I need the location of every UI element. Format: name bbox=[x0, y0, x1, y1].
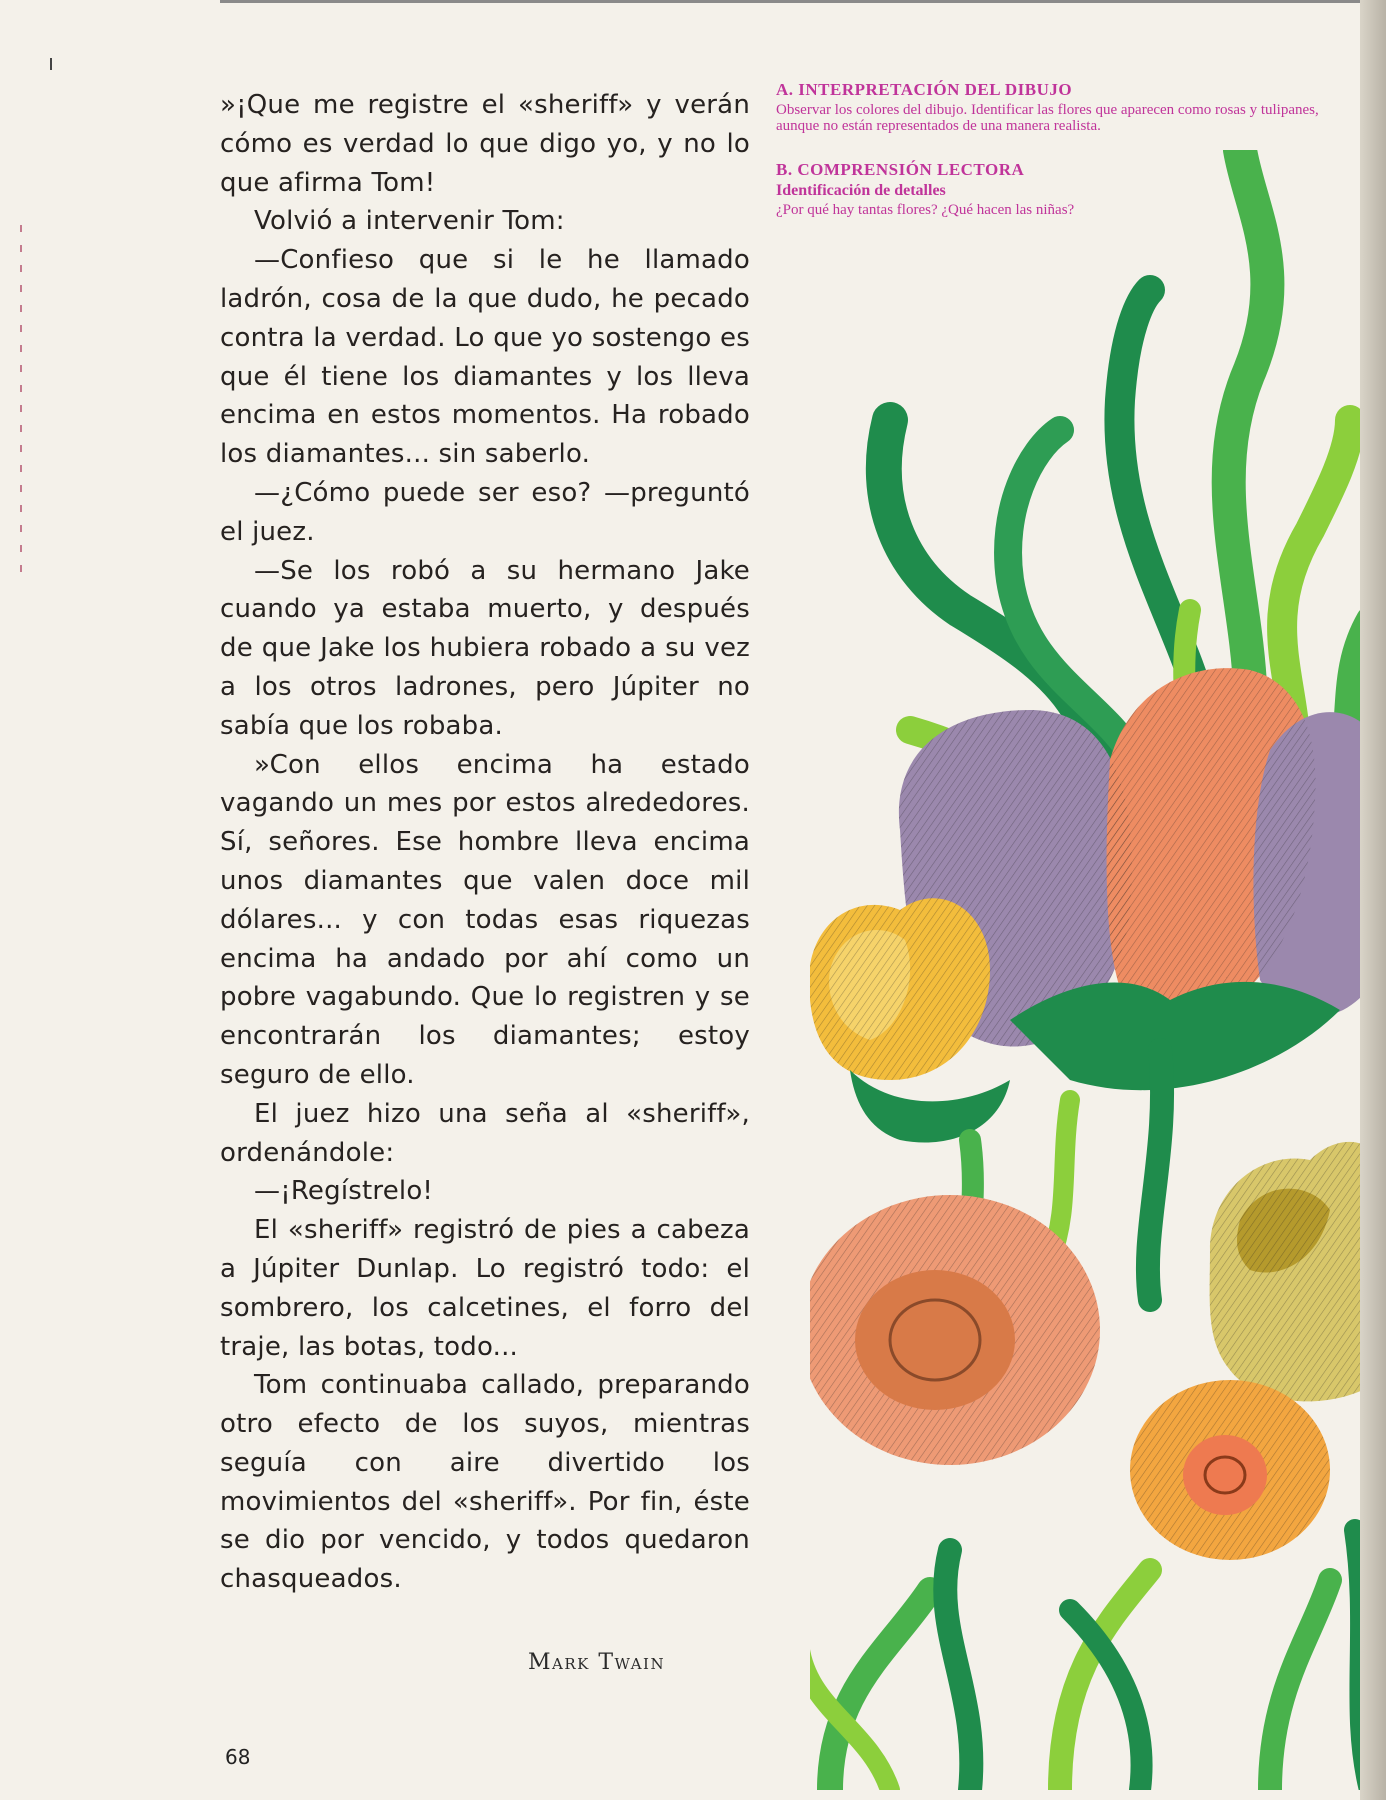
story-text bbox=[220, 86, 750, 1599]
paragraph: Tom continuaba callado, preparando otro efecto de los suyos, mientras seguía con aire divertido los movimientos del «sheriff». Por fin, éste se dio por vencido, y todos quedaron chasqueados. bbox=[220, 1370, 750, 1595]
flower-illustration bbox=[810, 150, 1380, 1790]
section-a-heading: A. INTERPRETACIÓN DEL DIBUJO bbox=[776, 80, 1073, 99]
paragraph: —Se los robó a su hermano Jake cuando ya estaba muerto, y después de que Jake los hubiera robado a su vez a los otros ladrones, pero Júpiter no sabía que los robaba. bbox=[220, 555, 750, 741]
orange-flower-small bbox=[1130, 1380, 1330, 1560]
margin-tick bbox=[50, 58, 52, 70]
section-b-text: ¿Por qué hay tantas flores? ¿Qué hacen las niñas? bbox=[776, 202, 1075, 218]
section-b-heading: B. COMPRENSIÓN LECTORA bbox=[776, 160, 1025, 179]
paragraph: —Confieso que si le he llamado ladrón, cosa de la que dudo, he pecado contra la verdad. Lo que yo sostengo es que él tiene los diamantes y los lleva encima en estos momentos. Ha robado los diamantes... sin saberlo. bbox=[220, 245, 750, 470]
paragraph: Volvió a intervenir Tom: bbox=[254, 206, 565, 237]
bottom-leaves bbox=[810, 1530, 1370, 1790]
paragraph: »Con ellos encima ha estado vagando un mes por estos alrededores. Sí, señores. Ese hombre lleva encima unos diamantes que valen doce mil dólares... y con todas esas riquezas encima ha andado por ahí como un pobre vagabundo. Que lo registren y se encontrarán los diamantes; estoy seguro de ello. bbox=[220, 749, 750, 1090]
orange-flower-large bbox=[810, 1195, 1100, 1465]
page-edge bbox=[1360, 0, 1386, 1800]
section-a bbox=[776, 80, 1341, 134]
page-number: 68 bbox=[225, 1745, 251, 1769]
section-a-text: Observar los colores del dibujo. Identificar las flores que aparecen como rosas y tulipanes, aunque no están representados de una manera realista. bbox=[776, 102, 1319, 134]
paragraph: El «sheriff» registró de pies a cabeza a Júpiter Dunlap. Lo registró todo: el sombrero, los calcetines, el forro del traje, las botas, todo... bbox=[220, 1215, 750, 1362]
section-b-subheading: Identificación de detalles bbox=[776, 182, 946, 199]
paragraph: »¡Que me registre el «sheriff» y verán cómo es verdad lo que digo yo, y no lo que afirma Tom! bbox=[220, 90, 750, 198]
author-name: Mark Twain bbox=[528, 1650, 666, 1675]
margin-marks bbox=[18, 225, 24, 595]
olive-flower bbox=[1210, 1142, 1380, 1401]
paragraph: —¿Cómo puede ser eso? —preguntó el juez. bbox=[220, 477, 750, 547]
paragraph: —¡Regístrelo! bbox=[254, 1176, 434, 1207]
paragraph: El juez hizo una seña al «sheriff», ordenándole: bbox=[220, 1098, 750, 1168]
top-border-line bbox=[220, 0, 1370, 3]
